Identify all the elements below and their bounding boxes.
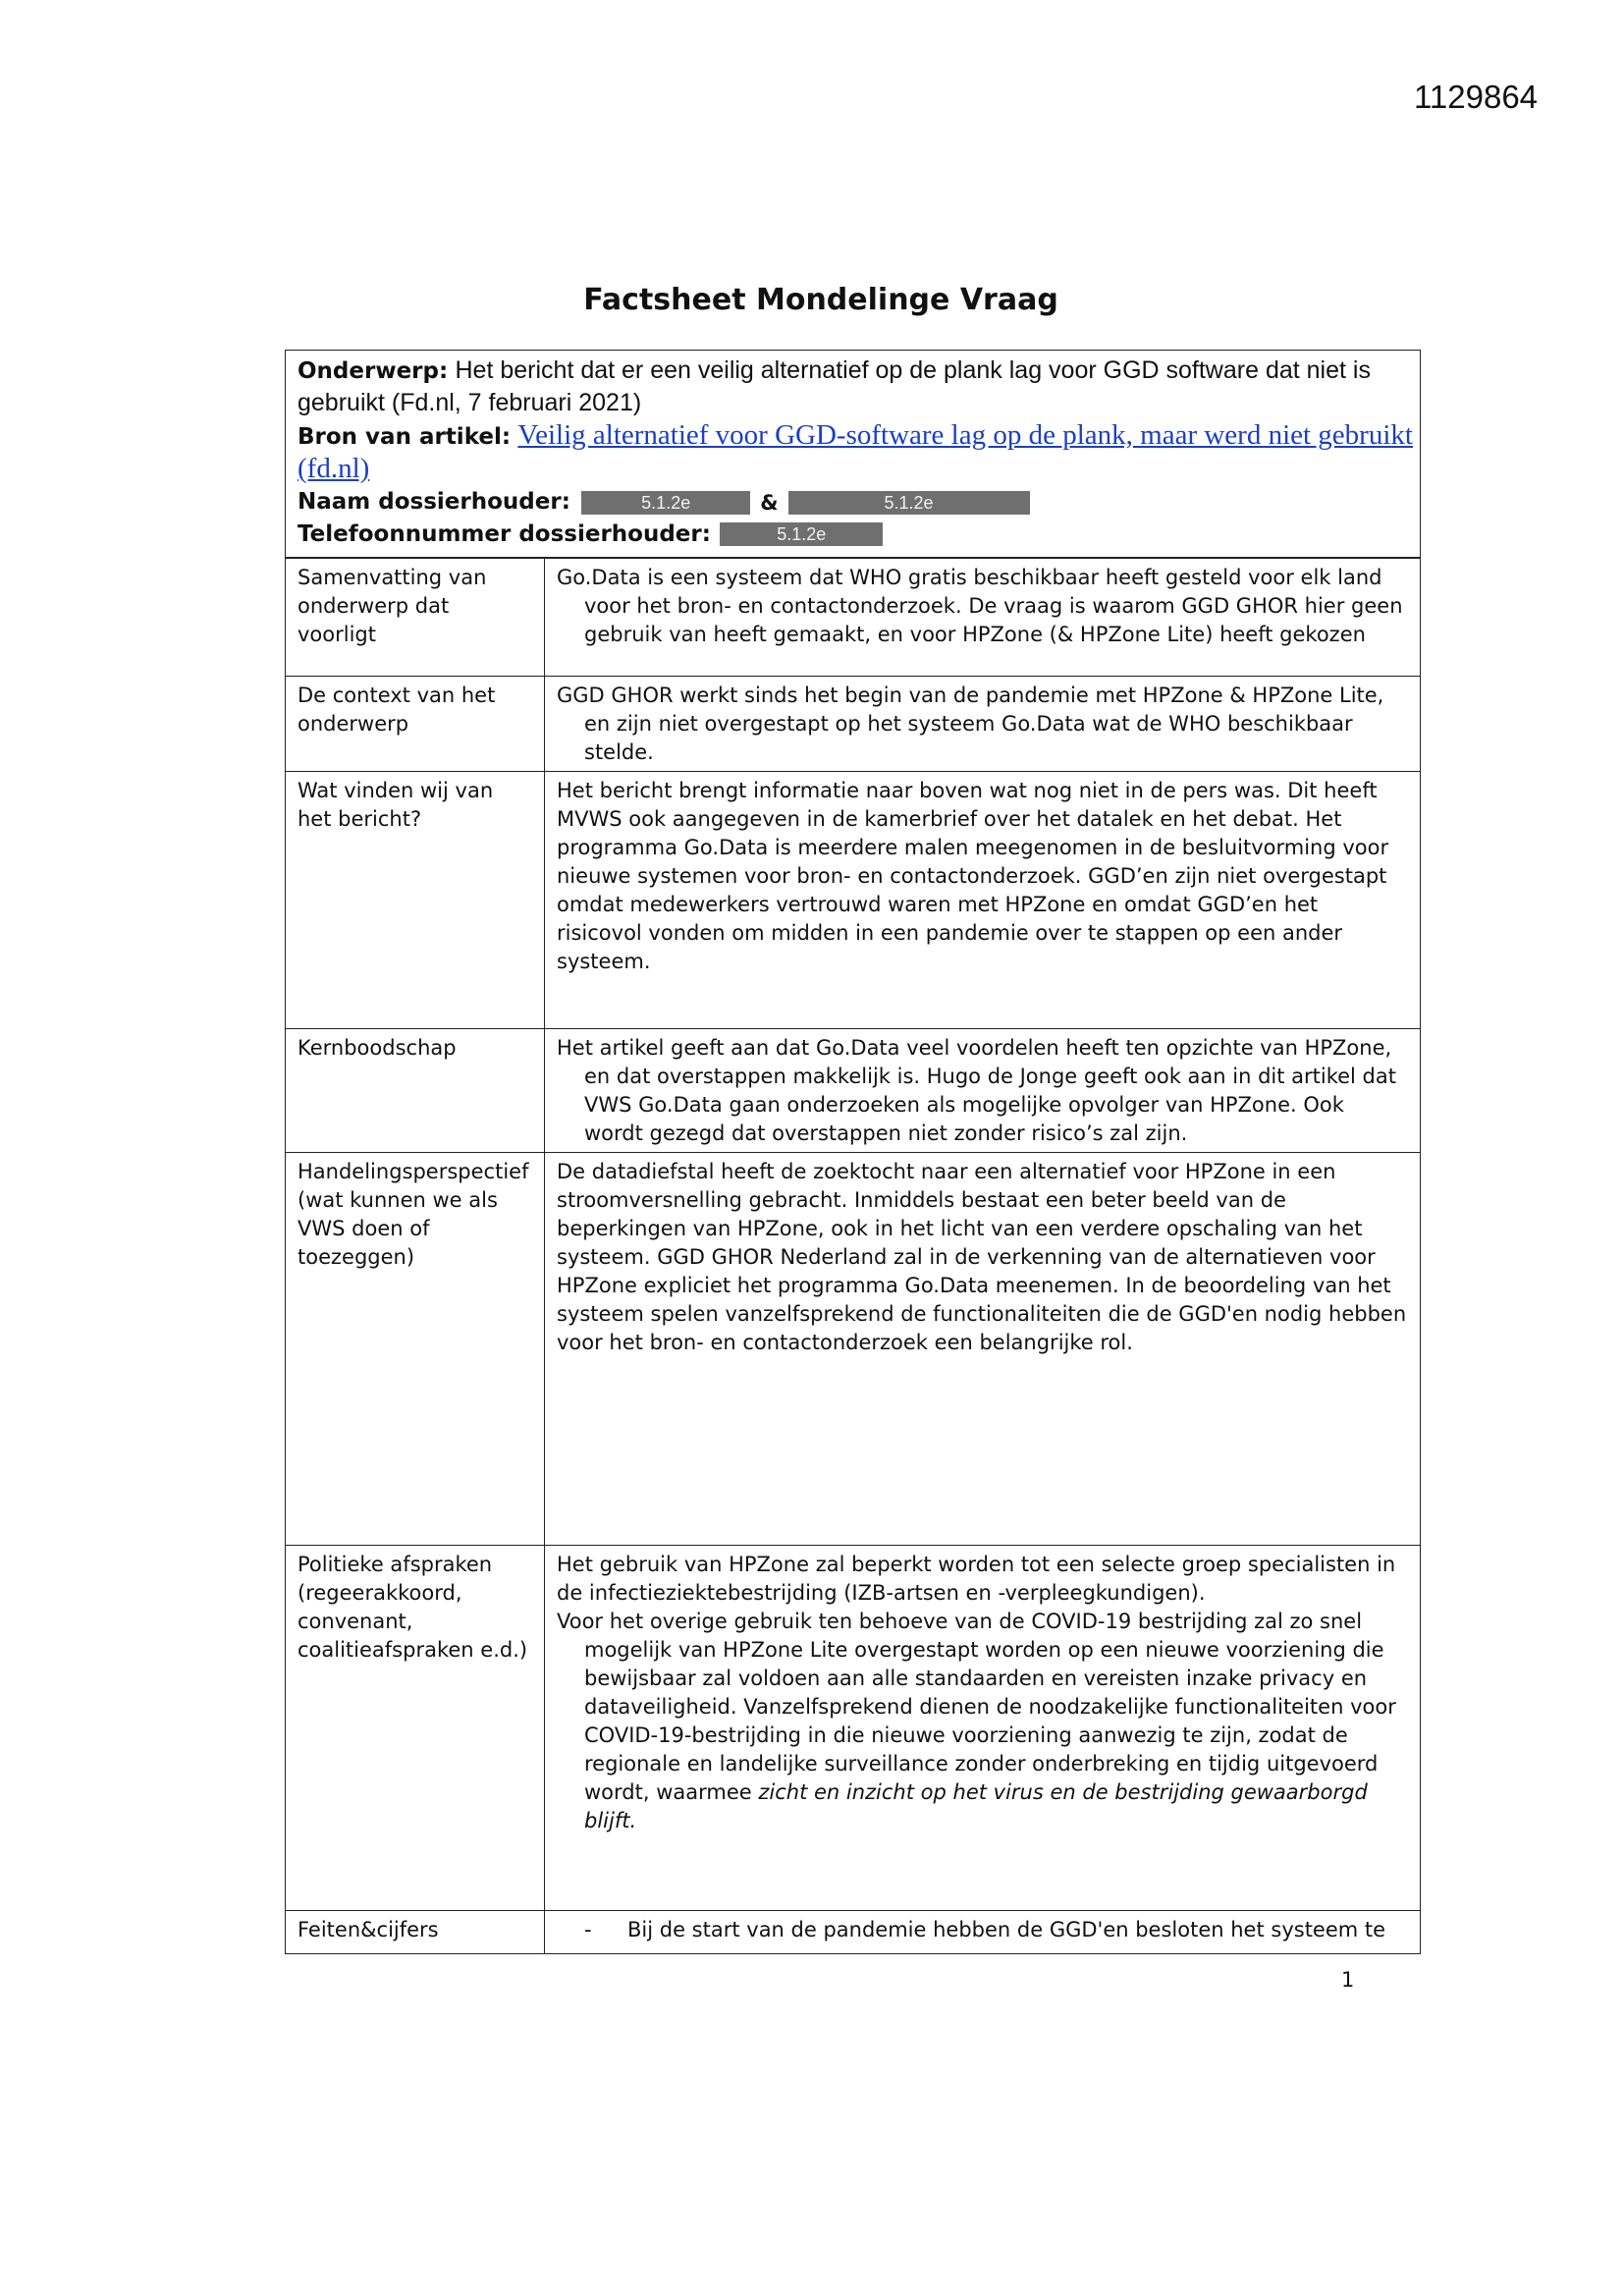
row-label: Politieke afspraken (regeerakkoord, convenant, coalitieafspraken e.d.) [286, 1546, 545, 1911]
row-text: De datadiefstal heeft de zoektocht naar een alternatief voor HPZone in een stroomversnelling gebracht. Inmiddels bestaat een beter beeld van de beperkingen van HPZone, ook in het licht van een verdere opschaling van het systeem. GGD GHOR Nederland zal in de verkenning van de alternatieven voor HPZone expliciet het programma Go.Data meenemen. In de beoordeling van het systeem spelen vanzelfsprekend de functionaliteiten die de GGD'en nodig hebben voor het bron- en contactonderzoek een belangrijke rol. [545, 1153, 1421, 1546]
row-text [545, 1546, 1421, 1911]
bullet-text: Bij de start van de pandemie hebben de GGD'en besloten het systeem te [627, 1918, 1386, 1941]
onderwerp-label: Onderwerp: [298, 358, 449, 384]
table-row [286, 1911, 1421, 1954]
header-box [285, 350, 1421, 558]
telefoon-label: Telefoonnummer dossierhouder: [298, 520, 711, 547]
onderwerp-line [298, 355, 1408, 419]
row-text-content: Go.Data is een systeem dat WHO gratis beschikbaar heeft gesteld voor elk land voor het bron- en contactonderzoek. De vraag is waarom GGD GHOR hier geen gebruik van heeft gemaakt, en voor HPZone (& HPZone Lite) heeft gekozen [557, 566, 1403, 646]
table-row [286, 1153, 1421, 1546]
redaction-box: 5.1.2e [788, 491, 1030, 515]
facts-table [285, 558, 1421, 1954]
redaction-box: 5.1.2e [720, 522, 883, 546]
bron-label: Bron van artikel: [298, 424, 512, 450]
table-row [286, 1029, 1421, 1153]
bron-link-continued[interactable]: (fd.nl) [298, 453, 370, 484]
row-label: Feiten&cijfers [286, 1911, 545, 1954]
bullet-marker: - [584, 1918, 592, 1941]
table-row [286, 772, 1421, 1029]
bron-link-line2 [298, 453, 1408, 486]
telefoon-line [298, 519, 1408, 550]
row-text-content: GGD GHOR werkt sinds het begin van de pandemie met HPZone & HPZone Lite, en zijn niet overgestapt op het systeem Go.Data wat de WHO beschikbaar stelde. [557, 683, 1384, 764]
ampersand: & [760, 490, 779, 515]
table-row [286, 1546, 1421, 1911]
row-text-normal: Voor het overige gebruik ten behoeve van de COVID-19 bestrijding zal zo snel mogelijk van HPZone Lite overgestapt worden op een nieuwe voorziening die bewijsbaar zal voldoen aan alle standaarden en vereisten inzake privacy en dataveiligheid. Vanzelfsprekend dienen de noodzakelijke functionaliteiten voor COVID-19-bestrijding in die nieuwe voorziening aanwezig te zijn, zodat de regionale en landelijke surveillance zonder onderbreking en tijdig uitgevoerd wordt, waarmee [557, 1610, 1396, 1804]
redaction-box: 5.1.2e [581, 491, 750, 515]
row-text [545, 1911, 1421, 1954]
row-label: Kernboodschap [286, 1029, 545, 1153]
row-text-para: Het gebruik van HPZone zal beperkt worden tot een selecte groep specialisten in de infectieziektebestrijding (IZB-artsen en -verpleegkundigen). [557, 1553, 1396, 1605]
row-text [545, 559, 1421, 677]
row-label: Samenvatting van onderwerp dat voorligt [286, 559, 545, 677]
row-text-italic: zicht en inzicht op het virus en de bestrijding gewaarborgd blijft. [584, 1780, 1368, 1832]
row-text [545, 1029, 1421, 1153]
row-text-content: Het artikel geeft aan dat Go.Data veel voordelen heeft ten opzichte van HPZone, en dat overstappen makkelijk is. Hugo de Jonge geeft ook aan in dit artikel dat VWS Go.Data gaan onderzoeken als mogelijke opvolger van HPZone. Ook wordt gezegd dat overstappen niet zonder risico’s zal zijn. [557, 1036, 1396, 1145]
row-label: Handelingsperspectief (wat kunnen we als VWS doen of toezeggen) [286, 1153, 545, 1546]
row-label: Wat vinden wij van het bericht? [286, 772, 545, 1029]
page-title: Factsheet Mondelinge Vraag [583, 283, 1058, 317]
row-text [545, 677, 1421, 772]
table-row [286, 677, 1421, 772]
bullet-item [557, 1916, 1408, 1944]
naam-label: Naam dossierhouder: [298, 489, 570, 515]
row-text: Het bericht brengt informatie naar boven wat nog niet in de pers was. Dit heeft MVWS ook aangegeven in de kamerbrief over het datalek en het debat. Het programma Go.Data is meerdere malen meegenomen in de besluitvorming voor nieuwe systemen voor bron- en contactonderzoek. GGD’en zijn niet overgestapt omdat medewerkers vertrouwd waren met HPZone en omdat GGD’en het risicovol vonden om midden in een pandemie over te stappen op een ander systeem. [545, 772, 1421, 1029]
naam-line [298, 486, 1408, 519]
bron-line [298, 419, 1413, 453]
row-label: De context van het onderwerp [286, 677, 545, 772]
page-number: 1 [1341, 1968, 1355, 1992]
document-id: 1129864 [1414, 79, 1539, 115]
row-text-para [557, 1608, 1408, 1835]
table-row [286, 559, 1421, 677]
onderwerp-text: Het bericht dat er een veilig alternatief op de plank lag voor GGD software dat niet is gebruikt (Fd.nl, 7 februari 2021) [298, 356, 1371, 416]
bron-link[interactable]: Veilig alternatief voor GGD-software lag op de plank, maar werd niet gebruikt [517, 419, 1413, 451]
